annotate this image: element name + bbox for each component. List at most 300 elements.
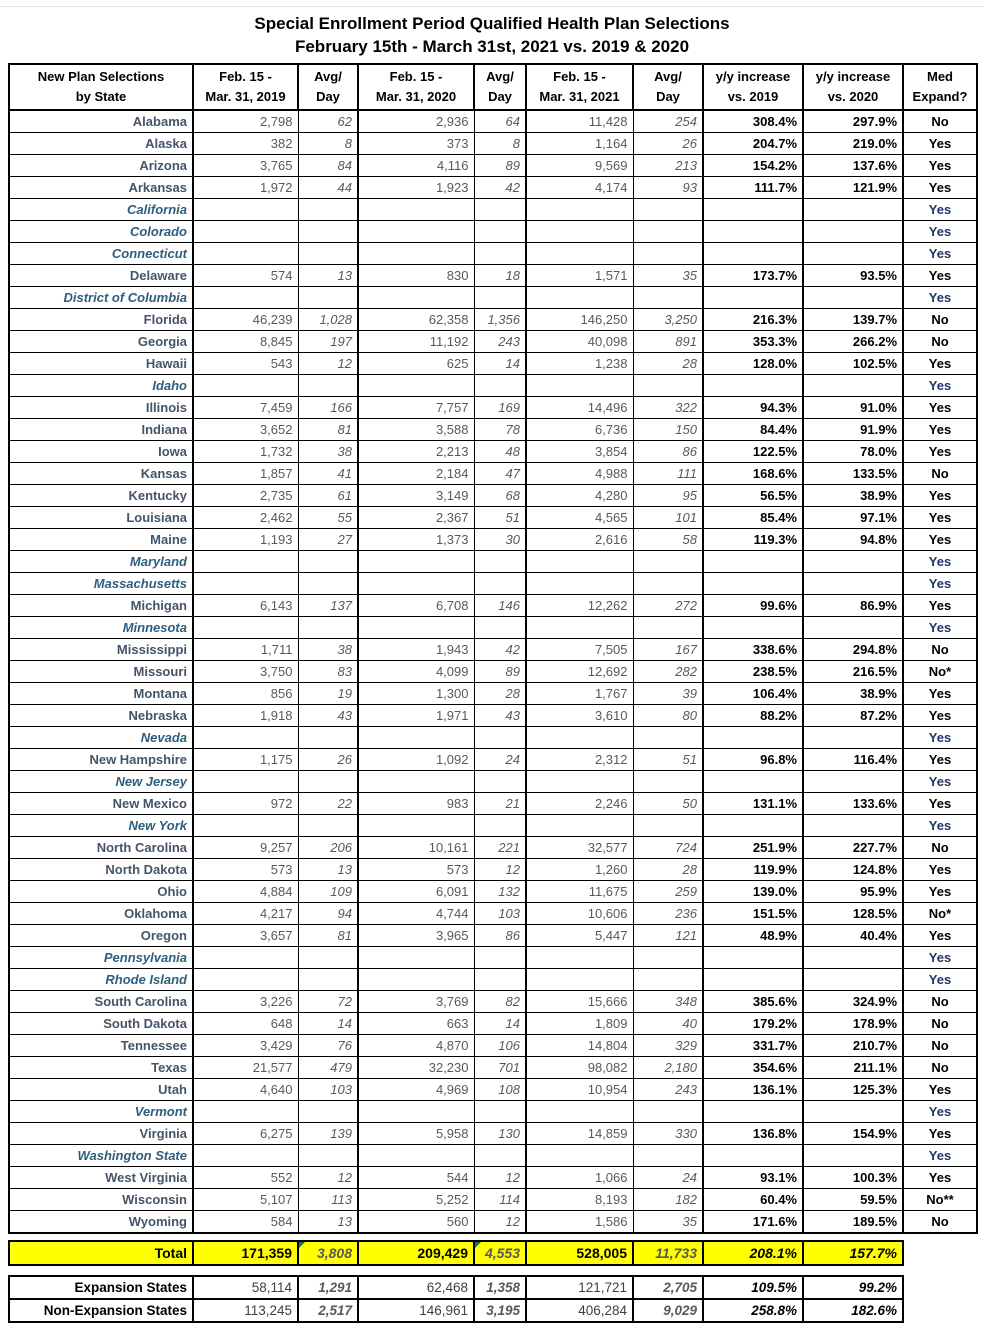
table-row — [9, 991, 977, 1013]
cell-2019: 1,918 — [193, 705, 298, 727]
cell-avg-2021: 236 — [633, 903, 703, 925]
cell-med-expand: No — [903, 110, 977, 133]
cell-2020: 2,213 — [358, 441, 474, 463]
cell-avg-2020: 103 — [474, 903, 526, 925]
cell-2020 — [358, 551, 474, 573]
cell-avg-2021: 329 — [633, 1035, 703, 1057]
cell-avg-2020 — [474, 287, 526, 309]
cell-state: Pennsylvania — [9, 947, 193, 969]
cell-avg-2019 — [298, 1145, 358, 1167]
cell-2021: 5,447 — [526, 925, 633, 947]
cell-avg-2020 — [474, 771, 526, 793]
cell-avg-2020: 130 — [474, 1123, 526, 1145]
cell-yy-2019 — [703, 969, 803, 991]
cell-avg-2019 — [298, 815, 358, 837]
table-row — [9, 771, 977, 793]
cell-2020 — [358, 243, 474, 265]
cell-med-expand: Yes — [903, 793, 977, 815]
table-row — [9, 485, 977, 507]
gridline — [0, 6, 984, 7]
cell-2020: 2,936 — [358, 110, 474, 133]
col-header-line1: Avg/ — [486, 69, 514, 84]
cell-2020: 983 — [358, 793, 474, 815]
cell-state: Colorado — [9, 221, 193, 243]
cell-2019: 2,462 — [193, 507, 298, 529]
cell-yy-2020: 137.6% — [803, 155, 903, 177]
cell-med-expand: Yes — [903, 573, 977, 595]
cell-2020: 4,116 — [358, 155, 474, 177]
cell-yy-2020: 38.9% — [803, 485, 903, 507]
summary-cell-avg-2021: 2,705 — [633, 1276, 703, 1299]
cell-avg-2021: 35 — [633, 1211, 703, 1234]
cell-yy-2020: 59.5% — [803, 1189, 903, 1211]
cell-state: Rhode Island — [9, 969, 193, 991]
cell-2021: 40,098 — [526, 331, 633, 353]
total-cell-yy-2020: 157.7% — [803, 1241, 903, 1265]
cell-yy-2020: 189.5% — [803, 1211, 903, 1234]
cell-yy-2019 — [703, 1145, 803, 1167]
cell-2019: 3,226 — [193, 991, 298, 1013]
table-row — [9, 133, 977, 155]
cell-yy-2020 — [803, 287, 903, 309]
cell-yy-2019: 136.1% — [703, 1079, 803, 1101]
col-header-line1: Avg/ — [654, 69, 682, 84]
cell-2021: 2,616 — [526, 529, 633, 551]
cell-avg-2021: 95 — [633, 485, 703, 507]
summary-cell-2020: 146,961 — [358, 1299, 474, 1322]
cell-yy-2020: 125.3% — [803, 1079, 903, 1101]
table-row — [9, 903, 977, 925]
cell-state: Iowa — [9, 441, 193, 463]
cell-2020: 3,965 — [358, 925, 474, 947]
cell-2020: 544 — [358, 1167, 474, 1189]
cell-med-expand: No* — [903, 661, 977, 683]
cell-med-expand: Yes — [903, 177, 977, 199]
cell-2021 — [526, 947, 633, 969]
cell-2019: 2,735 — [193, 485, 298, 507]
cell-avg-2020: 14 — [474, 1013, 526, 1035]
cell-2019: 1,732 — [193, 441, 298, 463]
cell-avg-2019 — [298, 1101, 358, 1123]
total-cell-avg-2021: 11,733 — [633, 1241, 703, 1265]
cell-2021: 4,988 — [526, 463, 633, 485]
cell-yy-2020 — [803, 617, 903, 639]
cell-avg-2019: 43 — [298, 705, 358, 727]
cell-avg-2019 — [298, 573, 358, 595]
cell-2021: 2,312 — [526, 749, 633, 771]
cell-yy-2020: 86.9% — [803, 595, 903, 617]
cell-2020: 1,092 — [358, 749, 474, 771]
cell-yy-2019 — [703, 243, 803, 265]
cell-yy-2020: 227.7% — [803, 837, 903, 859]
cell-yy-2019: 385.6% — [703, 991, 803, 1013]
cell-avg-2019: 139 — [298, 1123, 358, 1145]
cell-avg-2021: 40 — [633, 1013, 703, 1035]
cell-yy-2020: 294.8% — [803, 639, 903, 661]
cell-yy-2019: 331.7% — [703, 1035, 803, 1057]
table-row — [9, 507, 977, 529]
cell-med-expand: Yes — [903, 199, 977, 221]
cell-2021: 4,565 — [526, 507, 633, 529]
cell-2020: 1,971 — [358, 705, 474, 727]
col-header-line2: Mar. 31, 2019 — [205, 89, 286, 104]
total-label: Total — [9, 1241, 193, 1265]
table-row — [9, 683, 977, 705]
cell-2020: 2,367 — [358, 507, 474, 529]
col-header-state — [9, 64, 193, 110]
col-header-2019 — [193, 64, 298, 110]
cell-avg-2019 — [298, 221, 358, 243]
cell-med-expand: Yes — [903, 925, 977, 947]
cell-med-expand: Yes — [903, 441, 977, 463]
cell-2019: 856 — [193, 683, 298, 705]
cell-med-expand: No — [903, 1057, 977, 1079]
col-header-avg-2019 — [298, 64, 358, 110]
cell-2021: 4,280 — [526, 485, 633, 507]
cell-2020: 1,943 — [358, 639, 474, 661]
cell-avg-2019: 206 — [298, 837, 358, 859]
cell-yy-2020: 139.7% — [803, 309, 903, 331]
cell-yy-2020: 97.1% — [803, 507, 903, 529]
cell-yy-2020: 178.9% — [803, 1013, 903, 1035]
cell-yy-2020 — [803, 771, 903, 793]
cell-state: Missouri — [9, 661, 193, 683]
cell-yy-2019: 84.4% — [703, 419, 803, 441]
table-row — [9, 331, 977, 353]
cell-2019: 3,652 — [193, 419, 298, 441]
cell-2021: 15,666 — [526, 991, 633, 1013]
table-row — [9, 639, 977, 661]
cell-yy-2019: 111.7% — [703, 177, 803, 199]
table-row — [9, 881, 977, 903]
cell-avg-2020: 243 — [474, 331, 526, 353]
summary-label: Non-Expansion States — [9, 1299, 193, 1322]
cell-yy-2020: 216.5% — [803, 661, 903, 683]
cell-yy-2019: 354.6% — [703, 1057, 803, 1079]
cell-yy-2019: 131.1% — [703, 793, 803, 815]
cell-med-expand: No — [903, 639, 977, 661]
table-row — [9, 969, 977, 991]
table-row — [9, 529, 977, 551]
cell-yy-2020: 40.4% — [803, 925, 903, 947]
cell-yy-2020: 95.9% — [803, 881, 903, 903]
cell-med-expand: Yes — [903, 683, 977, 705]
cell-avg-2020: 1,356 — [474, 309, 526, 331]
cell-yy-2020 — [803, 573, 903, 595]
cell-avg-2021: 86 — [633, 441, 703, 463]
cell-state: Nevada — [9, 727, 193, 749]
cell-state: Wyoming — [9, 1211, 193, 1234]
table-row — [9, 595, 977, 617]
cell-2020 — [358, 969, 474, 991]
cell-2020: 1,373 — [358, 529, 474, 551]
cell-yy-2019: 251.9% — [703, 837, 803, 859]
cell-2021: 1,238 — [526, 353, 633, 375]
cell-2020 — [358, 1101, 474, 1123]
cell-med-expand: No — [903, 1035, 977, 1057]
title-line-2: February 15th - March 31st, 2021 vs. 2019 & 2020 — [294, 37, 690, 56]
cell-2020: 3,149 — [358, 485, 474, 507]
cell-state: District of Columbia — [9, 287, 193, 309]
total-cell-2019: 171,359 — [193, 1241, 298, 1265]
cell-avg-2021: 348 — [633, 991, 703, 1013]
cell-avg-2021: 51 — [633, 749, 703, 771]
cell-avg-2020: 64 — [474, 110, 526, 133]
cell-2019: 382 — [193, 133, 298, 155]
cell-2021 — [526, 771, 633, 793]
cell-avg-2021: 101 — [633, 507, 703, 529]
cell-2020 — [358, 815, 474, 837]
cell-avg-2020: 106 — [474, 1035, 526, 1057]
col-header-avg-2020 — [474, 64, 526, 110]
cell-2021: 2,246 — [526, 793, 633, 815]
summary-cell-2021: 406,284 — [526, 1299, 633, 1322]
cell-2021: 32,577 — [526, 837, 633, 859]
cell-state: Arizona — [9, 155, 193, 177]
cell-avg-2020: 82 — [474, 991, 526, 1013]
cell-2021: 11,428 — [526, 110, 633, 133]
cell-2021: 11,675 — [526, 881, 633, 903]
cell-avg-2020: 47 — [474, 463, 526, 485]
cell-avg-2021 — [633, 221, 703, 243]
header-row — [9, 64, 977, 110]
table-row — [9, 265, 977, 287]
cell-yy-2020: 324.9% — [803, 991, 903, 1013]
cell-2020: 1,923 — [358, 177, 474, 199]
cell-2021: 1,809 — [526, 1013, 633, 1035]
cell-med-expand: No** — [903, 1189, 977, 1211]
table-row — [9, 309, 977, 331]
cell-avg-2020: 114 — [474, 1189, 526, 1211]
cell-2019 — [193, 1145, 298, 1167]
cell-avg-2021: 254 — [633, 110, 703, 133]
cell-avg-2020: 12 — [474, 1167, 526, 1189]
page-title — [8, 0, 976, 58]
cell-avg-2021: 93 — [633, 177, 703, 199]
cell-avg-2021: 121 — [633, 925, 703, 947]
cell-yy-2019 — [703, 815, 803, 837]
cell-avg-2021: 35 — [633, 265, 703, 287]
table-row — [9, 287, 977, 309]
cell-avg-2021 — [633, 1145, 703, 1167]
cell-med-expand: Yes — [903, 617, 977, 639]
cell-avg-2020 — [474, 375, 526, 397]
cell-2020 — [358, 727, 474, 749]
cell-avg-2020 — [474, 1101, 526, 1123]
table-row — [9, 617, 977, 639]
cell-2019: 573 — [193, 859, 298, 881]
cell-avg-2019 — [298, 375, 358, 397]
cell-avg-2020: 146 — [474, 595, 526, 617]
table-row — [9, 1145, 977, 1167]
cell-2021 — [526, 815, 633, 837]
cell-med-expand: Yes — [903, 529, 977, 551]
cell-avg-2021 — [633, 375, 703, 397]
col-header-line1: Avg/ — [314, 69, 342, 84]
cell-med-expand: Yes — [903, 507, 977, 529]
cell-avg-2019: 13 — [298, 859, 358, 881]
cell-2020: 7,757 — [358, 397, 474, 419]
cell-2019 — [193, 221, 298, 243]
cell-med-expand: No — [903, 463, 977, 485]
cell-avg-2021: 28 — [633, 353, 703, 375]
cell-avg-2021: 50 — [633, 793, 703, 815]
cell-avg-2020: 28 — [474, 683, 526, 705]
cell-med-expand: Yes — [903, 1145, 977, 1167]
state-table — [8, 63, 978, 1234]
cell-med-expand: Yes — [903, 1101, 977, 1123]
cell-avg-2020: 14 — [474, 353, 526, 375]
cell-yy-2019 — [703, 551, 803, 573]
summary-cell-avg-2020: 3,195 — [474, 1299, 526, 1322]
cell-2020 — [358, 771, 474, 793]
table-row — [9, 1035, 977, 1057]
total-cell-2020: 209,429 — [358, 1241, 474, 1265]
cell-yy-2019 — [703, 573, 803, 595]
cell-2019: 4,884 — [193, 881, 298, 903]
cell-yy-2019: 85.4% — [703, 507, 803, 529]
cell-avg-2019 — [298, 287, 358, 309]
cell-avg-2021: 330 — [633, 1123, 703, 1145]
cell-state: Mississippi — [9, 639, 193, 661]
total-cell-yy-2019: 208.1% — [703, 1241, 803, 1265]
cell-2019: 552 — [193, 1167, 298, 1189]
cell-avg-2019: 13 — [298, 265, 358, 287]
cell-med-expand: Yes — [903, 397, 977, 419]
cell-avg-2020: 51 — [474, 507, 526, 529]
cell-yy-2020: 78.0% — [803, 441, 903, 463]
cell-state: North Carolina — [9, 837, 193, 859]
cell-avg-2019: 72 — [298, 991, 358, 1013]
cell-2020: 573 — [358, 859, 474, 881]
cell-med-expand: Yes — [903, 221, 977, 243]
cell-yy-2020: 154.9% — [803, 1123, 903, 1145]
cell-med-expand: Yes — [903, 749, 977, 771]
cell-yy-2019: 119.9% — [703, 859, 803, 881]
col-header-line2: Day — [488, 89, 512, 104]
cell-2020: 32,230 — [358, 1057, 474, 1079]
cell-yy-2019 — [703, 375, 803, 397]
cell-med-expand: No — [903, 331, 977, 353]
cell-2021: 9,569 — [526, 155, 633, 177]
cell-yy-2019: 338.6% — [703, 639, 803, 661]
cell-state: Delaware — [9, 265, 193, 287]
cell-2020: 625 — [358, 353, 474, 375]
cell-med-expand: Yes — [903, 727, 977, 749]
cell-2021: 1,767 — [526, 683, 633, 705]
cell-2021 — [526, 199, 633, 221]
col-header-line2: Day — [656, 89, 680, 104]
table-row — [9, 551, 977, 573]
cell-avg-2021 — [633, 243, 703, 265]
cell-2019: 46,239 — [193, 309, 298, 331]
cell-2019: 21,577 — [193, 1057, 298, 1079]
col-header-line1: New Plan Selections — [37, 69, 165, 84]
cell-yy-2019: 216.3% — [703, 309, 803, 331]
cell-avg-2019: 38 — [298, 441, 358, 463]
cell-yy-2020: 91.0% — [803, 397, 903, 419]
cell-avg-2021: 28 — [633, 859, 703, 881]
cell-avg-2019: 479 — [298, 1057, 358, 1079]
cell-2019 — [193, 727, 298, 749]
cell-avg-2019: 13 — [298, 1211, 358, 1234]
cell-2019: 4,217 — [193, 903, 298, 925]
cell-2019: 7,459 — [193, 397, 298, 419]
cell-avg-2021: 2,180 — [633, 1057, 703, 1079]
cell-yy-2019 — [703, 727, 803, 749]
summary-table — [8, 1275, 904, 1323]
cell-yy-2019: 99.6% — [703, 595, 803, 617]
cell-med-expand: No — [903, 991, 977, 1013]
cell-avg-2021 — [633, 573, 703, 595]
cell-yy-2020: 266.2% — [803, 331, 903, 353]
cell-yy-2020 — [803, 221, 903, 243]
table-row — [9, 925, 977, 947]
cell-avg-2020 — [474, 617, 526, 639]
summary-label: Expansion States — [9, 1276, 193, 1299]
cell-avg-2019: 94 — [298, 903, 358, 925]
cell-yy-2019: 353.3% — [703, 331, 803, 353]
cell-2020: 4,099 — [358, 661, 474, 683]
cell-avg-2021 — [633, 287, 703, 309]
cell-2021 — [526, 375, 633, 397]
col-header-line2: by State — [75, 89, 127, 104]
col-header-line1: Feb. 15 - — [553, 69, 606, 84]
cell-avg-2021: 167 — [633, 639, 703, 661]
table-row — [9, 1079, 977, 1101]
cell-med-expand: Yes — [903, 1167, 977, 1189]
cell-2021: 3,610 — [526, 705, 633, 727]
cell-avg-2021 — [633, 771, 703, 793]
cell-yy-2019: 151.5% — [703, 903, 803, 925]
cell-state: Arkansas — [9, 177, 193, 199]
cell-yy-2019: 179.2% — [703, 1013, 803, 1035]
cell-avg-2021: 58 — [633, 529, 703, 551]
summary-row — [9, 1276, 903, 1299]
cell-yy-2019: 93.1% — [703, 1167, 803, 1189]
cell-yy-2019: 173.7% — [703, 265, 803, 287]
cell-avg-2020 — [474, 221, 526, 243]
col-header-line2: vs. 2020 — [827, 89, 879, 104]
cell-state: Georgia — [9, 331, 193, 353]
cell-avg-2020 — [474, 947, 526, 969]
summary-cell-yy-2019: 258.8% — [703, 1299, 803, 1322]
summary-cell-yy-2020: 99.2% — [803, 1276, 903, 1299]
cell-avg-2019 — [298, 243, 358, 265]
cell-yy-2020: 121.9% — [803, 177, 903, 199]
cell-state: New York — [9, 815, 193, 837]
cell-2021: 1,164 — [526, 133, 633, 155]
cell-yy-2019: 96.8% — [703, 749, 803, 771]
cell-yy-2019: 119.3% — [703, 529, 803, 551]
cell-state: Ohio — [9, 881, 193, 903]
cell-2020 — [358, 1145, 474, 1167]
cell-avg-2020: 24 — [474, 749, 526, 771]
cell-avg-2019 — [298, 727, 358, 749]
cell-yy-2020 — [803, 243, 903, 265]
cell-avg-2020: 68 — [474, 485, 526, 507]
cell-2019 — [193, 815, 298, 837]
cell-avg-2021: 243 — [633, 1079, 703, 1101]
total-cell-avg-2020: 4,553 — [474, 1241, 526, 1265]
cell-med-expand: No — [903, 837, 977, 859]
table-row — [9, 463, 977, 485]
cell-state: Virginia — [9, 1123, 193, 1145]
cell-avg-2019 — [298, 947, 358, 969]
col-header-avg-2021 — [633, 64, 703, 110]
col-header-line2: Day — [316, 89, 340, 104]
cell-avg-2019: 76 — [298, 1035, 358, 1057]
